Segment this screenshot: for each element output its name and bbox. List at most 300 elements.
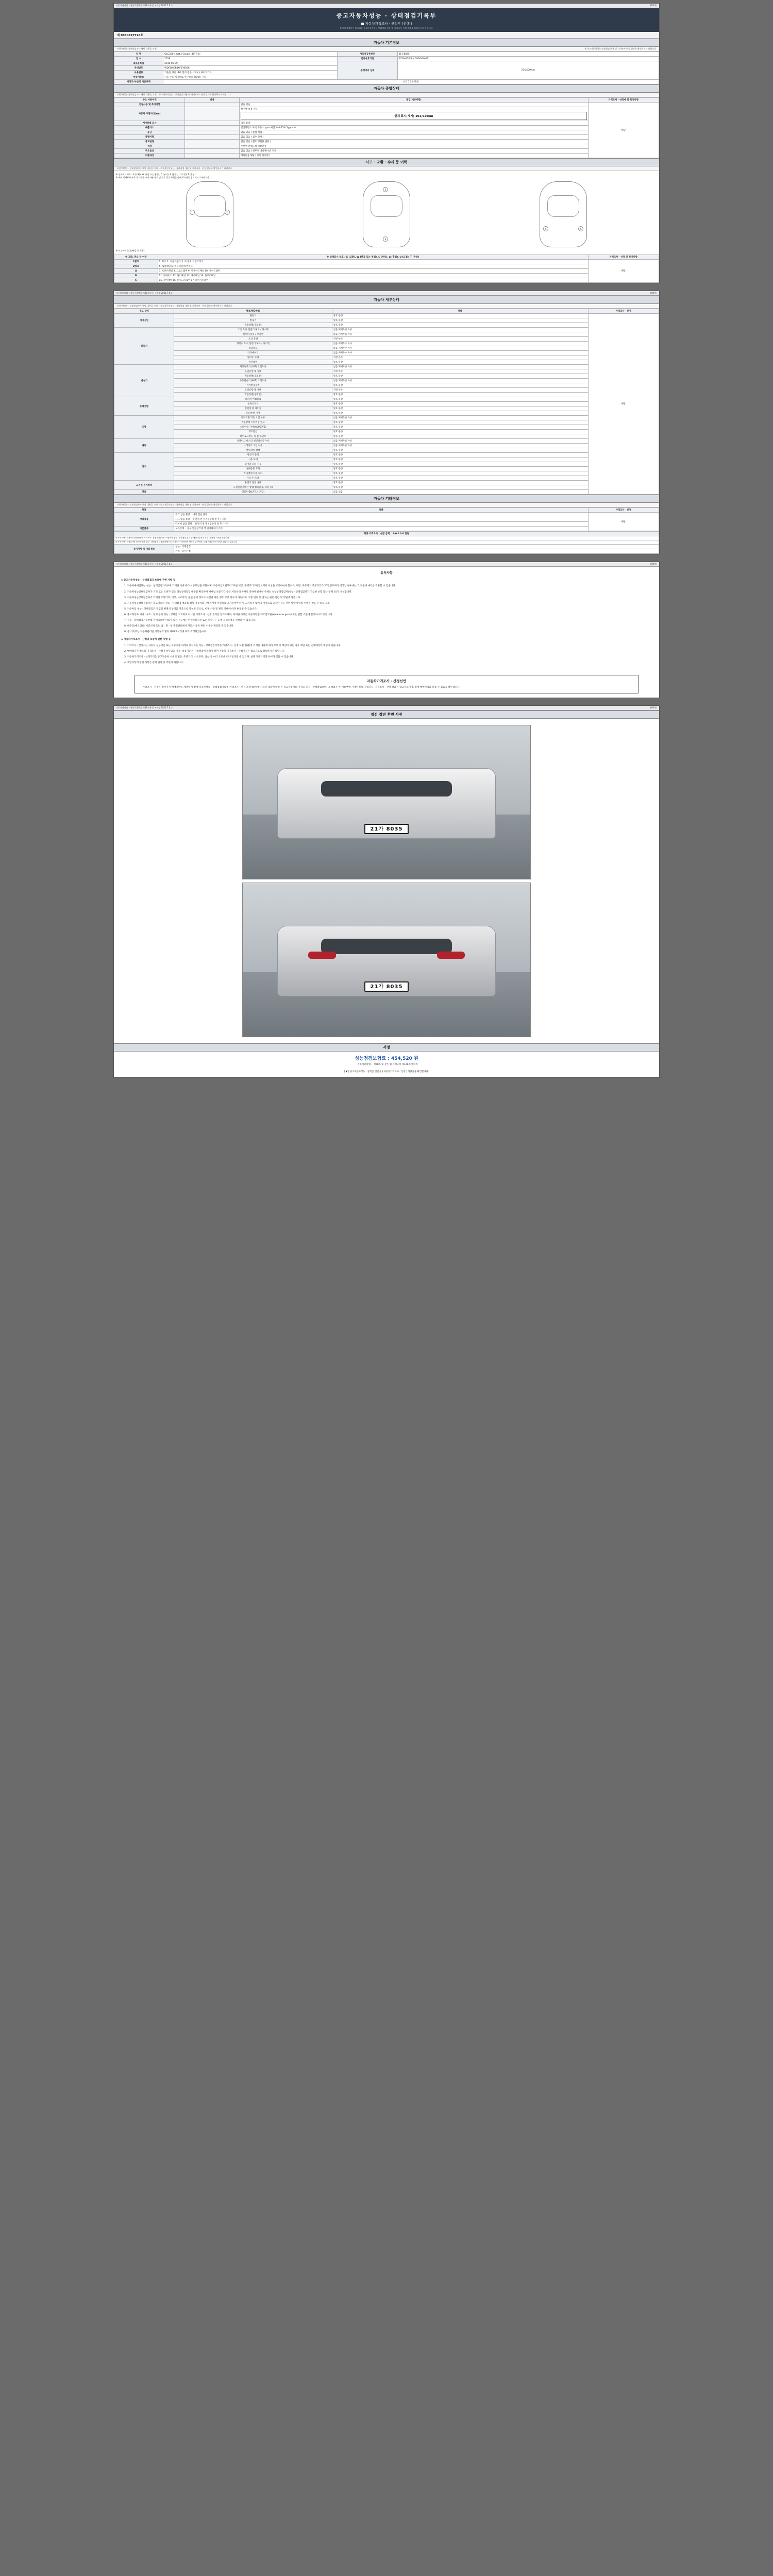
detail-state-2-5[interactable]: 적정 부족 [332, 388, 588, 393]
detail-state-0-1[interactable]: 양호 불량 [332, 318, 588, 323]
table-row [114, 318, 659, 323]
table-row [114, 397, 659, 402]
car-diagram-left[interactable] [186, 181, 233, 247]
rear-license-plate: 21가 8035 [364, 981, 409, 992]
overall-title: 자동차 종합상태 [114, 84, 659, 93]
detail-state-1-5[interactable]: 없음 미세누수 누수 [332, 351, 588, 355]
car-diagram-center[interactable] [363, 181, 410, 247]
table-row [114, 513, 659, 517]
detail-item-6-2: 와이퍼 모터 기능 [174, 462, 332, 467]
detail-item-0-0: 원동기 [174, 314, 332, 318]
basic-label-1: 연 식 [114, 57, 163, 61]
detail-state-3-3[interactable]: 양호 불량 [332, 411, 588, 416]
detail-group-6: 전기 [114, 453, 174, 481]
overall-key-9: 리콜대상 [114, 154, 185, 158]
table-row [114, 278, 659, 283]
table-row [114, 126, 659, 130]
detail-item-sub-1-3: 실린더 헤드 / 가스켓 [249, 343, 270, 345]
detail-state-6-2[interactable]: 양호 불량 [332, 462, 588, 467]
detail-group-4: 조향 [114, 416, 174, 439]
table-row [114, 314, 659, 318]
overall-sub-6 [185, 140, 240, 144]
other-state-3-a: 보유상태 [175, 528, 184, 530]
detail-subtitle [114, 304, 659, 309]
detail-state-2-4[interactable]: 양호 불량 [332, 383, 588, 388]
table-row [114, 269, 659, 274]
detail-item-5-0: 브레이크 마스터 실린더오일 누유 [174, 439, 332, 444]
overall-state-8[interactable]: 없음 있음 ( 썬루프 내비게이션 기타 ) [240, 149, 589, 154]
table-row [114, 355, 659, 360]
detail-sub-text: (자동차성능 · 상태점검자가 해당 내용을 기재) · 중고자동차성능 · 상태점검 내용 및 가격조사 · 산정 결과를 확인하시기 바랍니다 [117, 304, 232, 307]
overall-price-note: 해당 [588, 103, 659, 158]
detail-state-1-4[interactable]: 없음 미세누수 누수 [332, 346, 588, 351]
detail-state-4-1[interactable]: 양호 불량 [332, 420, 588, 425]
overall-sub-8 [185, 149, 240, 154]
table-row [114, 462, 659, 467]
page-1 [113, 3, 660, 283]
notice-item-8: 9. 본 기록부는 자동차관리법 시행규칙 별지 제82호서식에 따라 작성되었습니다. [124, 631, 207, 634]
marker-3: 3 [383, 187, 388, 192]
table-row [114, 444, 659, 448]
overall-state-9[interactable]: 해당없음 해당 ( 이행 미이행 ) [240, 154, 589, 158]
overall-sub-4 [185, 130, 240, 135]
detail-state-1-1[interactable]: 없음 미세누유 누유 [332, 332, 588, 337]
detail-state-1-3[interactable]: 없음 미세누수 누수 [332, 342, 588, 346]
table-row [114, 402, 659, 406]
overall-state-2[interactable]: 양호 불량 [240, 121, 589, 126]
detail-group-7: 고전원 전기장치 [114, 481, 174, 490]
basic-info-sub-right: ※ 중고자동차성능·상태점검 내용 및 가격조사·산정 결과를 확인하시기 바랍니다 [584, 47, 656, 50]
table-row [114, 448, 659, 453]
detail-item-main-2-3: 수동변속기 (M/T) [239, 380, 257, 382]
overall-sub-9 [185, 154, 240, 158]
final-price-note-1: ※ 가격조사 · 산정가격 산출방법에 가격조사 · 산정가격은 중고자동차의 성능 · 상태점검 결과 등 매매사업자가 조사 · 산정한 가격을 말합니다. [114, 536, 659, 540]
emission-values: 0.05% 5ppm % [278, 127, 296, 129]
other-state-2-a[interactable]: 타이어 없음 불량 [175, 523, 192, 526]
marker-5: 5 [543, 226, 548, 231]
detail-state-1-7[interactable]: 양호 불량 [332, 360, 588, 365]
rear-lamp-left [308, 952, 336, 959]
detail-item-1-3 [174, 342, 332, 346]
table-row [114, 52, 659, 57]
notice2-item-3: 4. 책임사항에 관한 사항은 관계 법령 및 약관에 따릅니다. [124, 661, 184, 664]
detail-item-4-1 [174, 420, 332, 425]
remarks-row-1-key: 가격 · 조사산정 [175, 550, 191, 553]
photos-title: 점검 정면 후면 사진 [114, 710, 659, 719]
rank-2: A [114, 269, 158, 274]
table-row [114, 439, 659, 444]
table-row [114, 260, 659, 264]
detail-item-6-5: 윈도우 모터 [174, 476, 332, 481]
transmission-options: 자동 수동 세미오토 무단변속기(CVT) 기타 [163, 75, 338, 80]
footer-note-2: [ ▼ ] 중고자동차성능 · 상태를 점검, [ ] 자동차가격조사 · 산정 ) 하였음을 확인합니다. [344, 1071, 429, 1074]
overall-col-1: 내용 [185, 98, 240, 103]
declaration-body: 「가격조사 · 산정은 실시가가 매매계약을 체결하기 전에 자동차성능 · 상태점검기록부(가격조사 · 산정 포함 범위)에 기재된 내용에 따라 본 중고자동차의 가격을 조사 · 산정하였으며, 그 결과는 본 기록부에 기재된 바와 같습니다. 가격조사 · 산정 결과는 참고자료이며, 실제 매매가격과 다를 수 있음을 확인합니다.」 [140, 686, 463, 689]
detail-state-1-6[interactable]: 적정 부족 [332, 355, 588, 360]
table-row [114, 517, 659, 522]
detail-item-0-2: 작동상태(공회전) [174, 323, 332, 328]
detail-item-1-5: 라디에이터 [174, 351, 332, 355]
marker-4: 4 [383, 236, 388, 242]
other-title: 자동차 기타정보 [114, 495, 659, 503]
notice-item-7: 8. 매수인(매도인)은 시군구청 또는 읍 · 면 · 동 주민센터에서 자동차 등록 관련 서류를 확인할 수 있습니다. [124, 625, 234, 628]
detail-state-0-2[interactable]: 양호 불량 [332, 323, 588, 328]
detail-item-5-2: 배력장치 상태 [174, 448, 332, 453]
basic-label2-0: 자동차등록번호 [338, 52, 397, 57]
front-photo [242, 725, 531, 879]
basic-label2-1: 검사유효기간 [338, 57, 397, 61]
rear-photo [242, 883, 531, 1037]
detail-state-5-2[interactable]: 양호 불량 [332, 448, 588, 453]
detail-state-6-4[interactable]: 양호 불량 [332, 471, 588, 476]
overall-sub-7 [185, 144, 240, 149]
marker-2: 2 [225, 210, 230, 215]
basic-label-2: 최초등록일 [114, 61, 163, 66]
damage-diagram [114, 171, 659, 255]
detail-title: 자동차 세부상태 [114, 296, 659, 304]
final-price-note-2: ※ 가격조사 · 산정금액은 중고자동차 성능 · 상태점검 내용을 바탕으로 가격조사 · 산정자가 평가한 금액이며, 실제 거래금액과 차이가 있을 수 있습니다. [114, 540, 659, 545]
overall-sub-text: (자동차성능·상태점검자가 해당 내용을 기재) · 중고자동차성능 · 상태점검 내용 및 가격조사 · 산정 결과를 확인하시기 바랍니다 [117, 93, 231, 96]
page-1-topbar [114, 4, 659, 8]
other-state-3-b[interactable]: 공구 안전삼각대 잭 예비타이어 기타 [187, 528, 223, 530]
table-row [114, 61, 659, 66]
detail-state-4-4[interactable]: 양호 불량 [332, 434, 588, 439]
detail-state-7-0[interactable]: 양호 불량 [332, 481, 588, 485]
detail-item-sub-1-0: 실린더 헤드 / 가스켓 [248, 329, 268, 331]
notice2-item-0: 1. 가격조사 · 산정자는 자동차 성능기준 또는 보증기준 아래로 중고차를 성능 · 상태점검기록부(가격조사 · 산정 포함 범위)에 기재한 내용에 따라 보증 및 책임이 있는 경우 책임 또는 손해배상의 책임이 있습니다. [124, 644, 341, 647]
page-4-topbar [114, 706, 659, 710]
document-number: 제 9030827726호 [114, 32, 659, 39]
basic-info-title: 자동차 기본정보 [114, 39, 659, 47]
detail-item-6-3: 실내송풍 모터 [174, 467, 332, 471]
other-col-2: 가격조사 · 산정 [588, 508, 659, 513]
rear-photo-window [321, 939, 451, 954]
detail-state-3-2[interactable]: 양호 불량 [332, 406, 588, 411]
table-row [114, 540, 659, 545]
overall-col-0: 주요 사용이력 [114, 98, 185, 103]
table-row [114, 107, 659, 121]
table-row [114, 369, 659, 374]
detail-state-2-3[interactable]: 없음 미세누유 누유 [332, 379, 588, 383]
detail-state-2-1[interactable]: 적정 부족 [332, 369, 588, 374]
overall-key-5: 특별이력 [114, 135, 185, 140]
table-row [114, 383, 659, 388]
table-row [114, 80, 659, 84]
detail-item-0-1: 변속기 [174, 318, 332, 323]
overall-sub-1 [185, 107, 240, 121]
other-col-0: 항목 [114, 508, 174, 513]
other-state-0[interactable] [174, 513, 588, 517]
table-header-row [114, 255, 659, 260]
overall-key-4: 튜닝 [114, 130, 185, 135]
table-row [114, 365, 659, 369]
detail-item-2-3 [174, 379, 332, 383]
rank-col-head: ※ 교환, 판금 등 이력 [114, 255, 158, 260]
other-subtitle [114, 503, 659, 507]
table-row [114, 549, 659, 554]
table-row [114, 360, 659, 365]
insurance-fee-line [114, 1052, 659, 1062]
other-state-1-b[interactable]: 운전석 전 후 / 동승석 전 후 / 기타 [193, 518, 227, 521]
detail-col-1: 항목/해당부품 [174, 309, 332, 314]
other-state-2[interactable] [174, 522, 588, 527]
insurance-fee-label: 성능점검보험료 : [355, 1056, 390, 1061]
document-banner-note: ※ 매매사업자가 보증하는 중고자동차성능·상태점검 내용 및 가격조사·산정 결과를 확인하시기 바랍니다. [340, 27, 433, 29]
detail-state-1-2[interactable]: 적정 부족 [332, 337, 588, 342]
notice-title: 유의사항 [380, 571, 393, 575]
rank-4: C [114, 278, 158, 283]
table-row [114, 388, 659, 393]
declaration-box [135, 675, 638, 693]
table-row [114, 103, 659, 107]
detail-state-4-3[interactable]: 양호 불량 [332, 430, 588, 434]
table-row [114, 140, 659, 144]
table-row [114, 467, 659, 471]
rank-1: 2랭크 [114, 264, 158, 269]
rank-0: 1랭크 [114, 260, 158, 264]
photo-section [114, 719, 659, 1043]
detail-item-2-6: 작동상태(공회전) [174, 393, 332, 397]
overall-state-5[interactable]: 없음 있음 ( 침수 화재 ) [240, 135, 589, 140]
other-state-1-a[interactable]: 사드 없음 불량 [175, 518, 190, 521]
basic-info-sub-left: (자동차성능·상태점검자가 해당 내용을 기재) [117, 47, 157, 50]
other-state-0-a[interactable]: 유리 없음 불량 [175, 514, 190, 516]
final-price-digits: 0 0 0 0 0 [393, 533, 404, 535]
mileage-label: 주행거리 상태 [338, 61, 397, 80]
other-state-2-b[interactable]: 운전석 전 후 / 동승석 전 후 / 기타 [195, 523, 229, 526]
detail-item-1-7: 커먼레일 [174, 360, 332, 365]
detail-state-6-3[interactable]: 양호 불량 [332, 467, 588, 471]
table-row [114, 425, 659, 430]
detail-group-1: 원동기 [114, 328, 174, 365]
detail-item-4-3: 피트먼암 [174, 430, 332, 434]
remarks-row-0[interactable] [174, 545, 659, 549]
overall-sub-2 [185, 121, 240, 126]
detail-state-0-0[interactable]: 양호 불량 [332, 314, 588, 318]
page-number-3: (3/4쪽) [650, 563, 657, 565]
table-row [114, 481, 659, 485]
overall-key-8: 주요옵션 [114, 149, 185, 154]
page-number: (1/4쪽) [650, 4, 657, 7]
table-row [114, 485, 659, 490]
notice2-item-1: 2. 매매업자가 별도의 가격조사 · 산정가격이 있을 경우, 보증기준은 산정결과에 따라야 하며 자동차 가격조사 · 산정가격은 참고자료로 활용하시기 바랍니다. [124, 650, 285, 653]
detail-item-1-2: 오일 유량 [174, 337, 332, 342]
form-reference-3: 자동차관리법 시행규칙 [별지 제82호서식] <개정 2021.7.6.> [116, 563, 173, 565]
detail-item-5-1: 브레이크 오일 누유 [174, 444, 332, 448]
accident-title: 사고 · 교환 · 수리 등 이력 [114, 158, 659, 166]
detail-state-2-0[interactable]: 없음 미세누유 누유 [332, 365, 588, 369]
overall-key-6: 용도변경 [114, 140, 185, 144]
detail-group-3: 동력전달 [114, 397, 174, 416]
detail-item-4-4: 타이로드엔드 및 볼 조인트 [174, 434, 332, 439]
final-price-unit: 만원 [405, 533, 409, 535]
detail-item-2-4: 기어변속장치 [174, 383, 332, 388]
overall-state-7[interactable]: 무변색 전체도색 색상변경 [240, 144, 589, 149]
mileage-cell [397, 61, 659, 80]
detail-state-4-0[interactable]: 없음 미세누유 누유 [332, 416, 588, 420]
detail-group-5: 제동 [114, 439, 174, 453]
detail-state-3-1[interactable]: 양호 불량 [332, 402, 588, 406]
notice-item-0: 1. 자동차매매업자는 성능 · 상태점검기록부에 기재한 바에 따라 보증책임을 부담하며, 자동차인도일부터 30일 이상, 주행거리 2천킬로미터 이상을 보증하여야 합니다. 다만, 자동차의 주행거리가 20만킬로미터 이상인 경우에는 그 보증에 예외를 적용할 수 있습니다. [124, 585, 396, 588]
table-row [114, 149, 659, 154]
table-row [114, 434, 659, 439]
diagram-legend-1: ※ 상태표시 부호 : X (교환), W (판금 또는 용접), C (부식), A (흠집), U (요철), T (손상) [116, 173, 196, 176]
detail-item-1-4: 워터펌프 [174, 346, 332, 351]
overall-key-2: 계기상태 표시 [114, 121, 185, 126]
detail-col-0: 주요 장치 [114, 309, 174, 314]
table-row [114, 393, 659, 397]
detail-state-5-1[interactable]: 없음 미세누유 누유 [332, 444, 588, 448]
page-2 [113, 291, 660, 554]
car-diagram-right[interactable] [540, 181, 587, 247]
table-row [114, 337, 659, 342]
other-state-1[interactable] [174, 517, 588, 522]
table-row [114, 406, 659, 411]
detail-group-2: 변속기 [114, 365, 174, 397]
detail-state-4-2[interactable]: 양호 불량 [332, 425, 588, 430]
table-row [114, 453, 659, 457]
table-row [114, 522, 659, 527]
detail-item-2-0 [174, 365, 332, 369]
overall-state-4[interactable]: 없음 있음 ( 불법 적법 ) [240, 130, 589, 135]
basic-value2-0: 21두8035 [397, 52, 659, 57]
table-row [114, 379, 659, 383]
detail-table [114, 309, 659, 495]
remarks-label: 특기사항 및 기타정보 [114, 545, 174, 554]
document-subtitle: ■ 자동차가격조사 · 산정부 (선택 ) [361, 22, 412, 26]
detail-item-main-1-3: 냉각수 누수 [237, 343, 248, 345]
rank-table [114, 255, 659, 283]
diagram-panel-header: ※ 사고이력 (교환/판금 등 포함) [116, 249, 145, 252]
table-row [114, 490, 659, 495]
table-header-row [114, 309, 659, 314]
table-row [114, 374, 659, 379]
final-price-header-label: 최종 가격조사 · 산정 금액 [364, 533, 390, 535]
overall-col-3: 가격조사 · 산정에 및 특기사항 [588, 98, 659, 103]
overall-state-1[interactable] [240, 107, 589, 121]
overall-col-2: 점검(세부사항) [240, 98, 589, 103]
document-root [0, 0, 773, 1095]
overall-state-0[interactable]: 없음 있음 [240, 103, 589, 107]
detail-state-1-0[interactable]: 없음 미세누유 누유 [332, 328, 588, 332]
notice-section [114, 567, 659, 671]
table-row [114, 144, 659, 149]
basic-label-5: 변속기종류 [114, 75, 163, 80]
overall-key-1: 자동차 주행거리(km) [114, 107, 185, 121]
table-row [114, 457, 659, 462]
form-reference-2: 자동차관리법 시행규칙 [별지 제82호서식] <개정 2021.7.6.> [116, 292, 173, 294]
basic-info-subtitle [114, 47, 659, 52]
table-row [114, 328, 659, 332]
table-row [114, 342, 659, 346]
mileage-status-options[interactable]: 실주행 보정 기타 [241, 108, 258, 111]
detail-col-2: 상태 [332, 309, 588, 314]
table-row [114, 130, 659, 135]
page-4 [113, 705, 660, 1078]
detail-state-5-0[interactable]: 없음 미세누유 누유 [332, 439, 588, 444]
detail-item-7-0: 충전구 절연 상태 [174, 481, 332, 485]
notice-item-2: 3. 자동차성능상태점검자가 기재한 주행거리, 색상, 사고이력, 옵션 등의 정보가 사실과 다를 경우 보증 청구가 가능하며, 보증 범위 및 절차는 관련 법령 및 약관에 따릅니다. [124, 596, 301, 599]
other-table [114, 507, 659, 531]
detail-item-3-0: 클러치 어셈블리 [174, 397, 332, 402]
table-row [114, 430, 659, 434]
basic-label-0: 차 명 [114, 52, 163, 57]
detail-state-2-6[interactable]: 양호 불량 [332, 393, 588, 397]
notice-item-3: 4. 자동차성능상태점검자는 중고자동차 성능 · 상태점검 결과를 해당 자동차의 구매자에게 서면으로 고지하여야 하며, 고지하지 않거나 거짓으로 고지한 경우 관련 법령에 따라 처벌을 받을 수 있습니다. [124, 602, 330, 605]
other-key-0: 사내용품 [114, 513, 174, 527]
table-row [114, 274, 659, 278]
rank-col-price: 가격조사 · 산정 및 특기사항 [588, 255, 659, 260]
page-3 [113, 562, 660, 698]
rank-items-2: 7. 프론트패널 8. 크로스멤버 9. 인사이드패널 10. 사이드멤버 [158, 269, 588, 274]
table-row [114, 536, 659, 540]
other-state-0-b[interactable]: 내장 없음 불량 [193, 514, 208, 516]
detail-state-7-1[interactable]: 양호 불량 [332, 485, 588, 490]
notice-item-4: 5. 자동차의 성능 · 상태점검은 점검일 현재의 상태를 기준으로 작성된 것으로, 이후 사용 및 관리 상태에 따라 변동될 수 있습니다. [124, 607, 258, 611]
rank-items-0: 1. 후드 2. 프론트펜더 3. 도어 4. 트렁크리드 [158, 260, 588, 264]
overall-key-0: 전월사용 및 특기사항 [114, 103, 185, 107]
detail-group-0: 자기진단 [114, 314, 174, 328]
rank-items-3: 11. 휠하우스 12. 필러패널 13. 대쉬패널 14. 플로어패널 [158, 274, 588, 278]
table-row [114, 545, 659, 549]
detail-item-4-0: 동력조향 작동 오일 누유 [174, 416, 332, 420]
table-row [114, 416, 659, 420]
page-number-2: (2/4쪽) [650, 292, 657, 294]
table-row [114, 527, 659, 531]
other-state-3[interactable] [174, 527, 588, 531]
other-key-3: 기본품목 [114, 527, 174, 531]
detail-state-8-0[interactable]: 없음 있음 [332, 490, 588, 495]
detail-state-6-0[interactable]: 양호 불량 [332, 453, 588, 457]
detail-item-6-0: 발전기 출력 [174, 453, 332, 457]
table-row [114, 57, 659, 61]
basic-value-2: 2019-06-09 [163, 61, 338, 66]
document-banner [114, 8, 659, 32]
other-col-1: 상태 [174, 508, 588, 513]
detail-item-6-1: 시동 모터 [174, 457, 332, 462]
accident-subtitle [114, 166, 659, 171]
table-row [114, 121, 659, 126]
basic-value-3: WDC0J6EB4KF636586 [163, 66, 338, 71]
other-sub-text: (자동차성능 · 상태점검자가 해당 내용을 기재) · 중고자동차성능 · 상태점검 내용 및 가격조사 · 산정 결과를 확인하시기 바랍니다 [117, 503, 232, 506]
detail-state-6-1[interactable]: 양호 불량 [332, 457, 588, 462]
rank-items-1: 5. 로커패널 6. 쿼터패널(리어펜더) [158, 264, 588, 269]
detail-state-3-0[interactable]: 양호 불량 [332, 397, 588, 402]
overall-key-3: 배출가스 [114, 126, 185, 130]
table-header-row [114, 508, 659, 513]
signature-title: 서명 [114, 1043, 659, 1052]
overall-sub-3 [185, 126, 240, 130]
detail-item-1-6: 냉각수 수량 [174, 355, 332, 360]
overall-state-6[interactable]: 없음 있음 ( 렌트 영업용 관용 ) [240, 140, 589, 144]
detail-item-1-1: 실린더 블록 / 오일팬 [174, 332, 332, 337]
notice-sub-1: ◈ 중고자동차성능 · 상태점검의 보증에 관한 사항 등 [121, 579, 176, 582]
detail-state-2-2[interactable]: 양호 불량 [332, 374, 588, 379]
overall-state-3[interactable] [240, 126, 589, 130]
detail-col-3: 가격조사 · 산정 [588, 309, 659, 314]
other-price-note: 해당 [588, 513, 659, 531]
detail-state-6-5[interactable]: 양호 불량 [332, 476, 588, 481]
detail-item-2-2: 작동상태(공회전) [174, 374, 332, 379]
remarks-row-1[interactable] [174, 549, 659, 554]
detail-item-3-3: 디퍼렌셜 기어 [174, 411, 332, 416]
final-price-table [114, 531, 659, 554]
overall-sub-5 [185, 135, 240, 140]
marker-1: 1 [190, 210, 195, 215]
accident-price-note: 해당 [588, 260, 659, 283]
table-row [114, 420, 659, 425]
overall-subtitle [114, 93, 659, 97]
